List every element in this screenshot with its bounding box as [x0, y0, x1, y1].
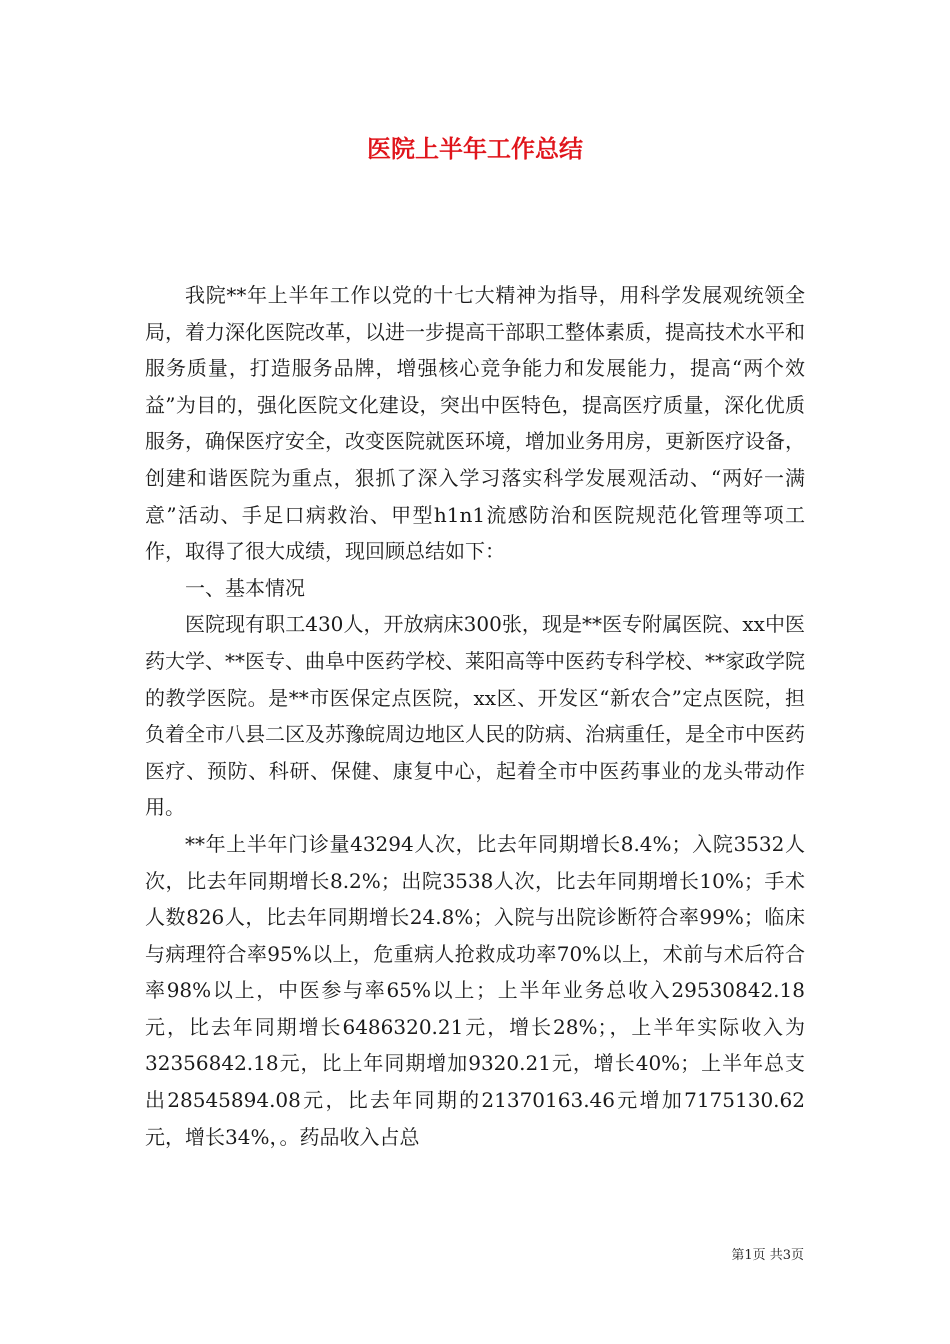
page-title: 医院上半年工作总结 — [367, 134, 583, 163]
document-body — [145, 277, 805, 1155]
paragraph-intro: 我院**年上半年工作以党的十七大精神为指导，用科学发展观统领全局，着力深化医院改革，以进一步提高干部职工整体素质，提高技术水平和服务质量，打造服务品牌，增强核心竞争能力和发展能力，提高“两个效益”为目的，强化医院文化建设，突出中医特色，提高医疗质量，深化优质服务，确保医疗安全，改变医院就医环境，增加业务用房，更新医疗设备，创建和谐医院为重点，狠抓了深入学习落实科学发展观活动、“两好一满意”活动、手足口病救治、甲型h1n1流感防治和医院规范化管理等项工作，取得了很大成绩，现回顾总结如下： — [145, 283, 805, 564]
section-heading-basic-info: 一、基本情况 — [185, 575, 305, 600]
page-number-footer: 第1页 共3页 — [731, 1248, 804, 1263]
paragraph-statistics: **年上半年门诊量43294人次，比去年同期增长8.4%；入院3532人次，比去年同期增长8.2%；出院3538人次，比去年同期增长10%；手术人数826人，比去年同期增长24.8%；入院与出院诊断符合率99%；临床与病理符合率95%以上，危重病人抢救成功率70%以上，术前与术后符合率98%以上，中医参与率65%以上；上半年业务总收入29530842.18元，比去年同期增长6486320.21元，增长28%；，上半年实际收入为32356842.18元，比上年同期增加9320.21元，增长40%；上半年总支出28545894.08元，比去年同期的21370163.46元增加7175130.62元，增长34%，。药品收入占总 — [145, 831, 805, 1149]
paragraph-hospital-overview: 医院现有职工430人，开放病床300张，现是**医专附属医院、xx中医药大学、**医专、曲阜中医药学校、莱阳高等中医药专科学校、**家政学院的教学医院。是**市医保定点医院，xx区、开发区“新农合”定点医院，担负着全市八县二区及苏豫皖周边地区人民的防病、治病重任，是全市中医药医疗、预防、科研、保健、康复中心，起着全市中医药事业的龙头带动作用。 — [145, 612, 805, 820]
